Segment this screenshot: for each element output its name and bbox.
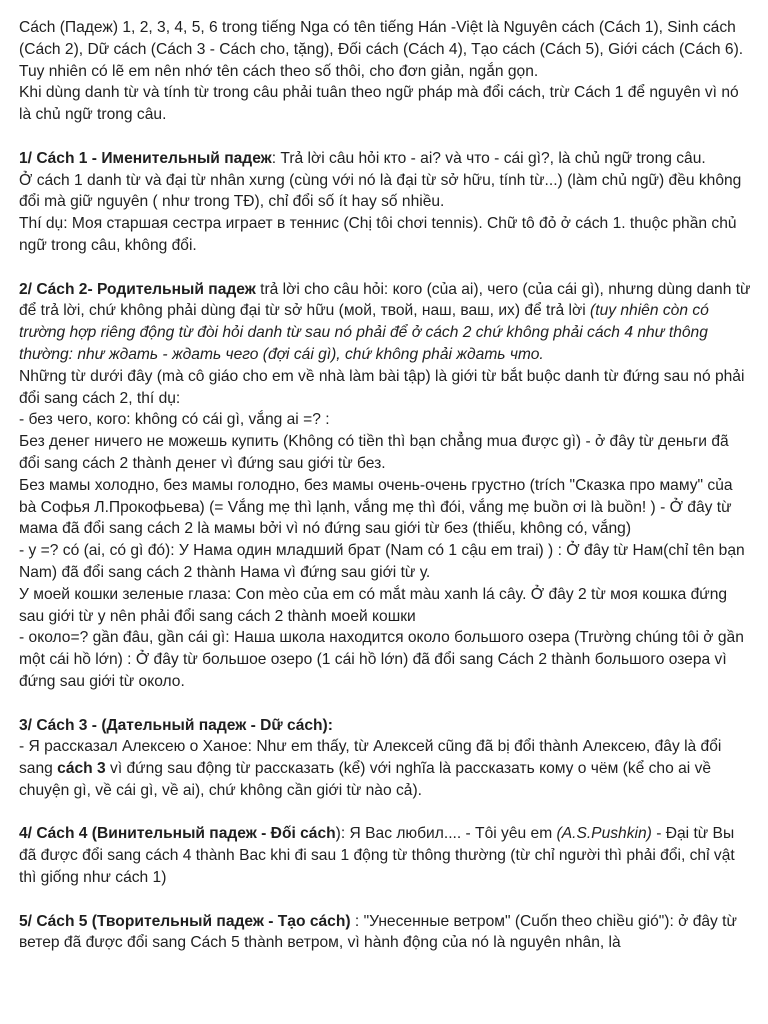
paragraph-gap bbox=[19, 257, 751, 279]
section-5-heading: 5/ Cách 5 (Творительный падеж - Tạo cách) bbox=[19, 912, 351, 930]
section-2-paragraph: У моей кошки зеленые глаза: Con mèo của em có mắt màu xanh lá cây. Ở đây 2 từ моя кошка đứng sau giới từ у nên phải đổi sang cách 2 thành моей кошки bbox=[19, 585, 728, 625]
section-3-bold: cách 3 bbox=[57, 760, 106, 778]
section-2-paragraph: - у =? có (ai, có gì đó): У Нама один младший брат (Nam có 1 cậu em trai) ) : Ở đây từ Нам(chỉ tên bạn Nam) đã đổi sang cách 2 thành Нама vì đứng sau giới từ у. bbox=[19, 542, 745, 581]
section-4-text: - Đại từ Вы đã được đổi sang cách 4 thành Вас khi đi sau 1 động từ thông thường (từ chỉ người thì phải đổi, chỉ vật thì giống như cách 1) bbox=[19, 825, 735, 887]
section-2-paragraph: Без мамы холодно, без мамы голодно, без мамы очень-очень грустно (trích "Сказка про маму" của bà Софья Л.Прокофьева) (= Vắng mẹ thì lạnh, vắng mẹ thì đói, vắng mẹ buồn ơi là buồn! ) - Ở đây từ мама đã đổi sang cách 2 là мамы bởi vì nó đứng sau giới từ без (thiếu, không có, vắng) bbox=[19, 476, 733, 538]
section-4-text: ): Я Вас любил.... - Tôi yêu em bbox=[335, 825, 557, 843]
section-3-heading-text: 3/ Cách 3 - (Дательный падеж - Dữ cách): bbox=[19, 716, 333, 734]
section-2-paragraph bbox=[19, 279, 751, 366]
section-1-paragraph bbox=[19, 148, 751, 170]
section-2-paragraph: - без чего, кого: không có cái gì, vắng ai =? : bbox=[19, 411, 330, 429]
section-2-paragraph: - около=? gần đâu, gần cái gì: Наша школа находится около большого озера (Trường chúng tôi ở gần một cái hồ lớn) : Ở đây từ большое озеро (1 cái hồ lớn) đã đổi sang Cách 2 thành большого озера vì đứng sau giới từ около. bbox=[19, 629, 744, 690]
section-3-paragraph bbox=[19, 736, 751, 801]
document-body bbox=[19, 17, 751, 954]
section-2-text: trả lời cho câu hỏi: кого (của ai), чего (của cái gì), nhưng dùng danh từ để trả lời, chứ không phải dùng đại từ sở hữu (мой, твой, наш, ваш, их) để trả lời bbox=[19, 280, 751, 320]
section-4-heading: 4/ Cách 4 (Винительный падеж - Đối cách bbox=[19, 825, 336, 843]
section-4-author: (A.S.Pushkin) bbox=[556, 825, 652, 843]
paragraph-gap bbox=[19, 802, 751, 824]
intro-paragraph: Khi dùng danh từ và tính từ trong câu phải tuân theo ngữ pháp mà đổi cách, trừ Cách 1 để nguyên vì nó là chủ ngữ trong câu. bbox=[19, 84, 739, 124]
section-3-text: - Я рассказал Алексею о Ханое: Như em thấy, từ Алексей cũng đã bị đổi thành Алексею, đây là đổi sang bbox=[19, 738, 722, 778]
section-4-paragraph bbox=[19, 823, 751, 888]
section-3-heading bbox=[19, 715, 751, 737]
section-1-text: : Trả lời câu hỏi кто - ai? và что - cái gì?, là chủ ngữ trong câu. bbox=[271, 149, 706, 167]
section-1-heading: 1/ Cách 1 - Именительный падеж bbox=[19, 149, 272, 167]
section-1-example: Thí dụ: Моя старшая сестра играет в теннис (Chị tôi chơi tennis). Chữ tô đỏ ở cách 1. thuộc phần chủ ngữ trong câu, không đổi. bbox=[19, 215, 737, 254]
section-3-text: vì đứng sau động từ рассказать (kể) với nghĩa là рассказать кому о чём (kể cho ai về chuyện gì, về cái gì, về ai), chứ không cần giới từ nào cả). bbox=[19, 760, 712, 799]
section-2-heading: 2/ Cách 2- Родительный падеж bbox=[19, 280, 256, 298]
section-1-paragraph: Ở cách 1 danh từ và đại từ nhân xưng (cùng với nó là đại từ sở hữu, tính từ...) (làm chủ ngữ) đều không đổi mà giữ nguyên ( như trong TĐ), chỉ đổi số ít hay số nhiều. bbox=[19, 171, 742, 211]
section-5-paragraph bbox=[19, 911, 751, 955]
section-5-text: : "Унесенные ветром" (Cuốn theo chiều gió"): ở đây từ ветер đã được đổi sang Cách 5 thành ветром, vì hành động của nó là nguyên nhân, là bbox=[19, 912, 737, 952]
paragraph-gap bbox=[19, 126, 751, 148]
intro-paragraph: Cách (Падеж) 1, 2, 3, 4, 5, 6 trong tiếng Nga có tên tiếng Hán -Việt là Nguyên cách (Cách 1), Sinh cách (Cách 2), Dữ cách (Cách 3 - Cách cho, tặng), Đối cách (Cách 4), Tạo cách (Cách 5), Giới cách (Cách 6). Tuy nhiên có lẽ em nên nhớ tên cách theo số thôi, cho đơn giản, ngắn gọn. bbox=[19, 19, 744, 80]
paragraph-gap bbox=[19, 693, 751, 715]
paragraph-gap bbox=[19, 889, 751, 911]
section-2-note: (tuy nhiên còn có trường hợp riêng động từ đòi hỏi danh từ sau nó phải để ở cách 2 chứ không phải cách 4 như thông thường: như ждать - ждать чего (đợi cái gì), chứ không phải ждать что. bbox=[19, 302, 709, 363]
section-2-paragraph: Без денег ничего не можешь купить (Không có tiền thì bạn chẳng mua được gì) - ở đây từ деньги đã đổi sang cách 2 thành денег vì đứng sau giới từ без. bbox=[19, 433, 729, 472]
section-2-paragraph: Những từ dưới đây (mà cô giáo cho em về nhà làm bài tập) là giới từ bắt buộc danh từ đứng sau nó phải đổi sang cách 2, thí dụ: bbox=[19, 367, 745, 407]
